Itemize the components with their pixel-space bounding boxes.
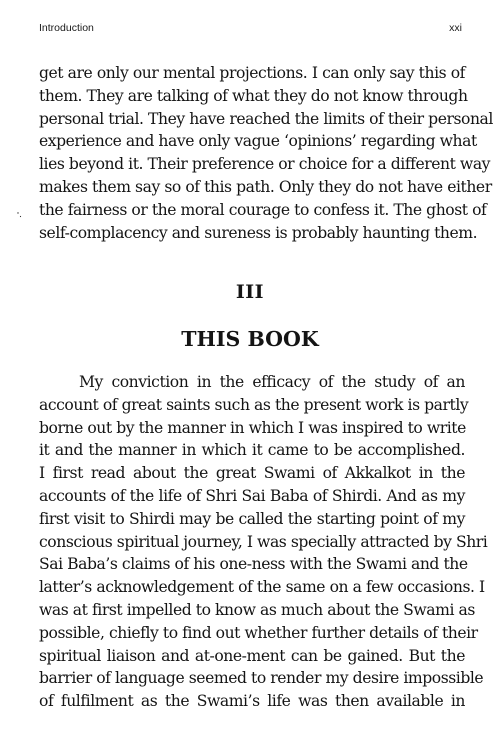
text-line: personal trial. They have reached the limits of their personal — [39, 109, 493, 128]
paragraph-continued — [39, 62, 493, 244]
text-line: of fulfilment as the Swami’s life was then available in — [39, 692, 465, 711]
text-line: conscious spiritual journey, I was specially attracted by Shri — [39, 532, 488, 551]
section-title: THIS BOOK — [181, 327, 319, 351]
text-line: spiritual liaison and at-one-ment can be gained. But the — [39, 646, 465, 665]
text-line: makes them say so of this path. Only they do not have either — [39, 177, 492, 196]
text-line: was at first impelled to know as much about the Swami as — [39, 600, 475, 619]
text-line: the fairness or the moral courage to confess it. The ghost of — [39, 200, 487, 219]
text-line: My conviction in the efficacy of the study of an — [79, 373, 465, 391]
text-line: possible, chiefly to find out whether further details of their — [39, 623, 478, 642]
text-line: it and the manner in which it came to be accomplished. — [39, 441, 465, 460]
text-line: first visit to Shirdi may be called the starting point of my — [39, 509, 465, 528]
text-line: borne out by the manner in which I was inspired to write — [39, 418, 466, 437]
running-header — [39, 22, 462, 36]
text-line: lies beyond it. Their preference or choice for a different way — [39, 155, 491, 174]
text-line: get are only our mental projections. I can only say this of — [39, 64, 465, 82]
print-speck — [17, 212, 22, 218]
text-line: Sai Baba’s claims of his one-ness with the Swami and the — [39, 555, 468, 574]
text-line: latter’s acknowledgement of the same on a few occasions. I — [39, 578, 485, 597]
text-line: self-complacency and sureness is probably haunting them. — [39, 223, 478, 242]
paragraph-this-book — [39, 371, 488, 713]
text-line: accounts of the life of Shri Sai Baba of Shirdi. And as my — [39, 486, 465, 505]
text-line: I first read about the great Swami of Akkalkot in the — [39, 464, 465, 483]
text-line: them. They are talking of what they do not know through — [39, 86, 468, 105]
text-line: account of great saints such as the present work is partly — [39, 395, 469, 414]
page-number: xxi — [449, 22, 462, 34]
text-line: experience and have only vague ‘opinions’ regarding what — [39, 132, 477, 151]
text-line: barrier of language seemed to render my desire impossible — [39, 669, 484, 688]
section-number: III — [235, 281, 265, 303]
running-header-section: Introduction — [39, 22, 94, 34]
